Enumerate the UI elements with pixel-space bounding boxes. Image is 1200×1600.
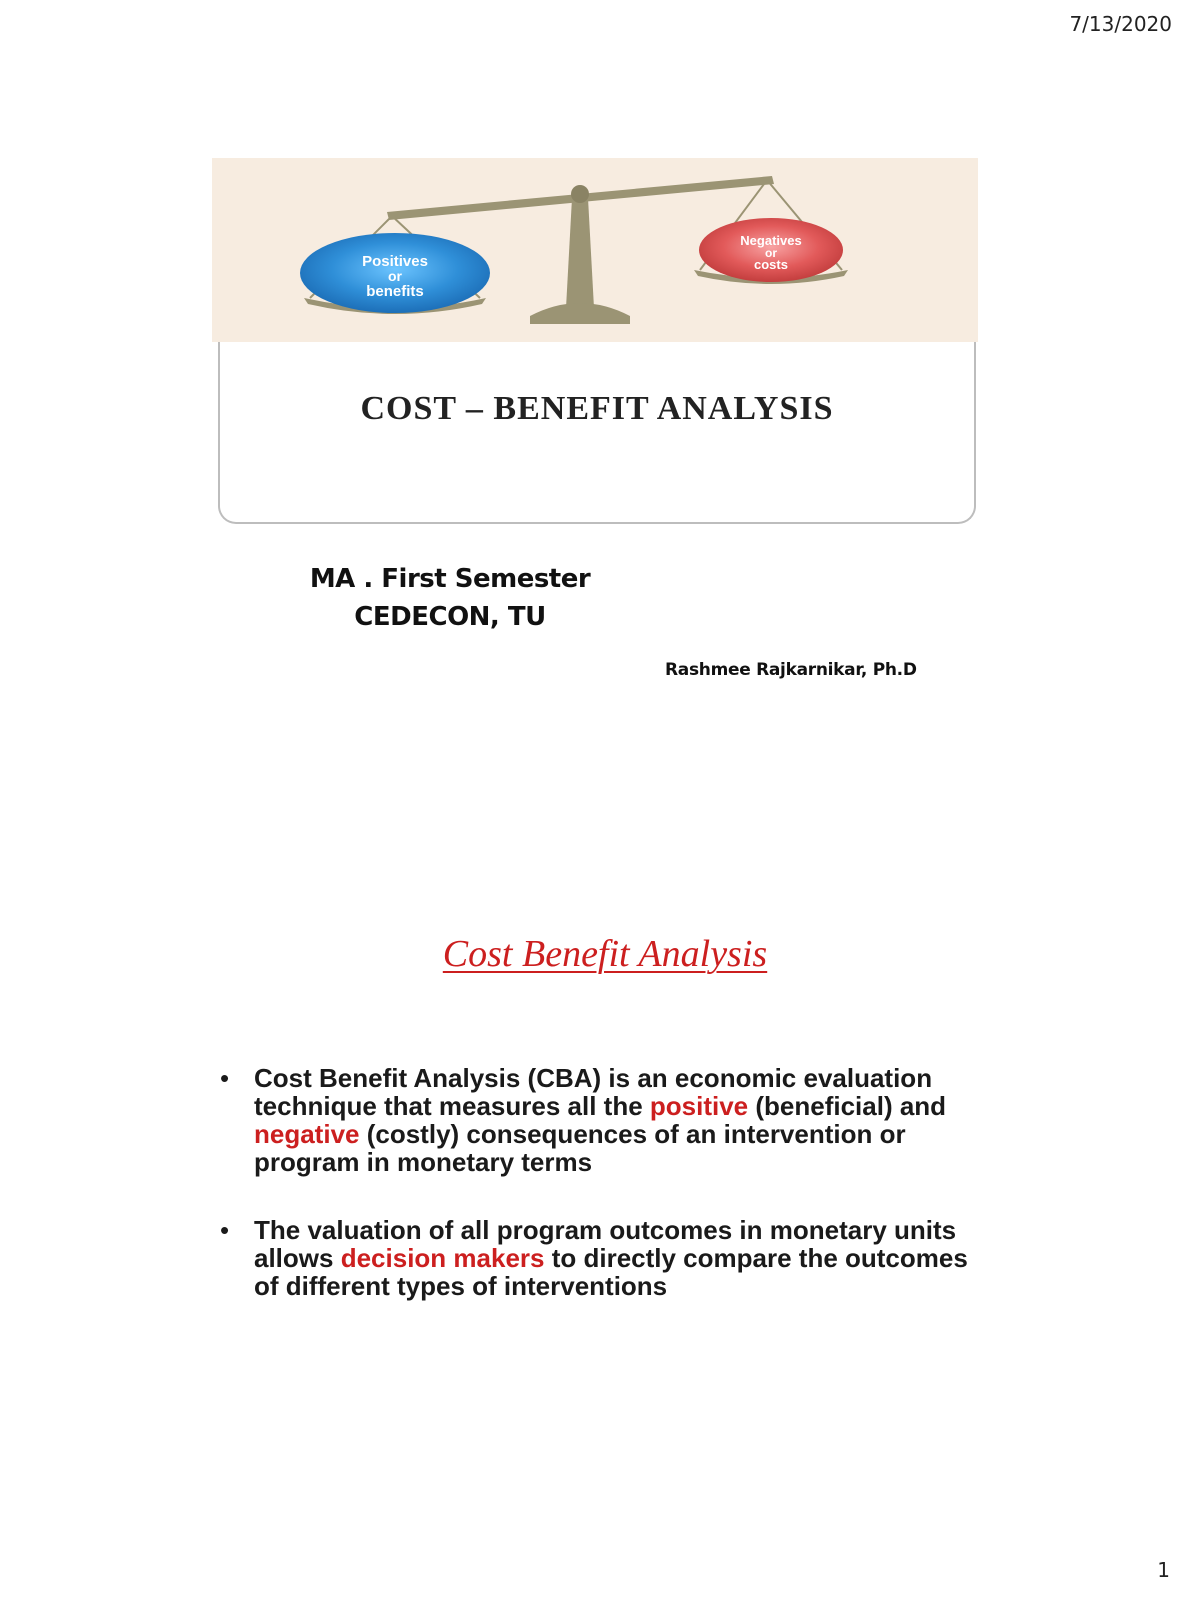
bullet-icon: •	[220, 1063, 230, 1093]
bullet1-text-1: Cost Benefit Analysis (CBA) is an economic evaluation technique that measures all the	[254, 1063, 933, 1121]
bullet2-text-2: to directly compare the outcomes of different types of interventions	[254, 1243, 968, 1301]
positives-label-2: or	[388, 268, 402, 284]
negatives-label-1: Negatives	[740, 233, 802, 248]
slide1-title: COST – BENEFIT ANALYSIS	[360, 390, 834, 427]
bullet1-highlight-positive: positive	[649, 1091, 749, 1121]
scale-pillar	[566, 198, 594, 308]
title-box	[218, 342, 976, 524]
balance-scale-banner	[212, 158, 978, 342]
scale-base	[530, 303, 630, 324]
bullet-item-valuation	[218, 1216, 998, 1300]
positives-label-1: Positives	[362, 253, 428, 270]
bullet1-text-2: (beneficial) and	[748, 1091, 947, 1121]
page-number: 1	[1157, 1558, 1170, 1582]
bullet2-text-1: The valuation of all program outcomes in monetary units allows	[254, 1215, 957, 1273]
bullet1-text-3: (costly) consequences of an intervention or program in monetary terms	[254, 1119, 906, 1177]
title-slide	[212, 158, 978, 528]
bullet-list	[218, 1064, 998, 1340]
slide2-title: Cost Benefit Analysis	[442, 933, 768, 975]
bullet-icon: •	[220, 1215, 230, 1245]
course-info	[200, 560, 700, 636]
positives-label-3: benefits	[366, 283, 424, 300]
bullet-item-cba-definition	[218, 1064, 998, 1176]
bullet1-highlight-negative: negative	[254, 1119, 360, 1149]
balance-scale-illustration	[212, 158, 978, 342]
author-name: Rashmee Rajkarnikar, Ph.D	[665, 660, 917, 680]
negatives-label-3: costs	[754, 257, 788, 272]
date-stamp: 7/13/2020	[1069, 12, 1172, 36]
course-semester: MA . First Semester	[309, 564, 591, 594]
bullet2-highlight-decision-makers: decision makers	[340, 1243, 545, 1273]
negatives-label-2: or	[765, 246, 777, 260]
course-institution: CEDECON, TU	[354, 602, 546, 632]
